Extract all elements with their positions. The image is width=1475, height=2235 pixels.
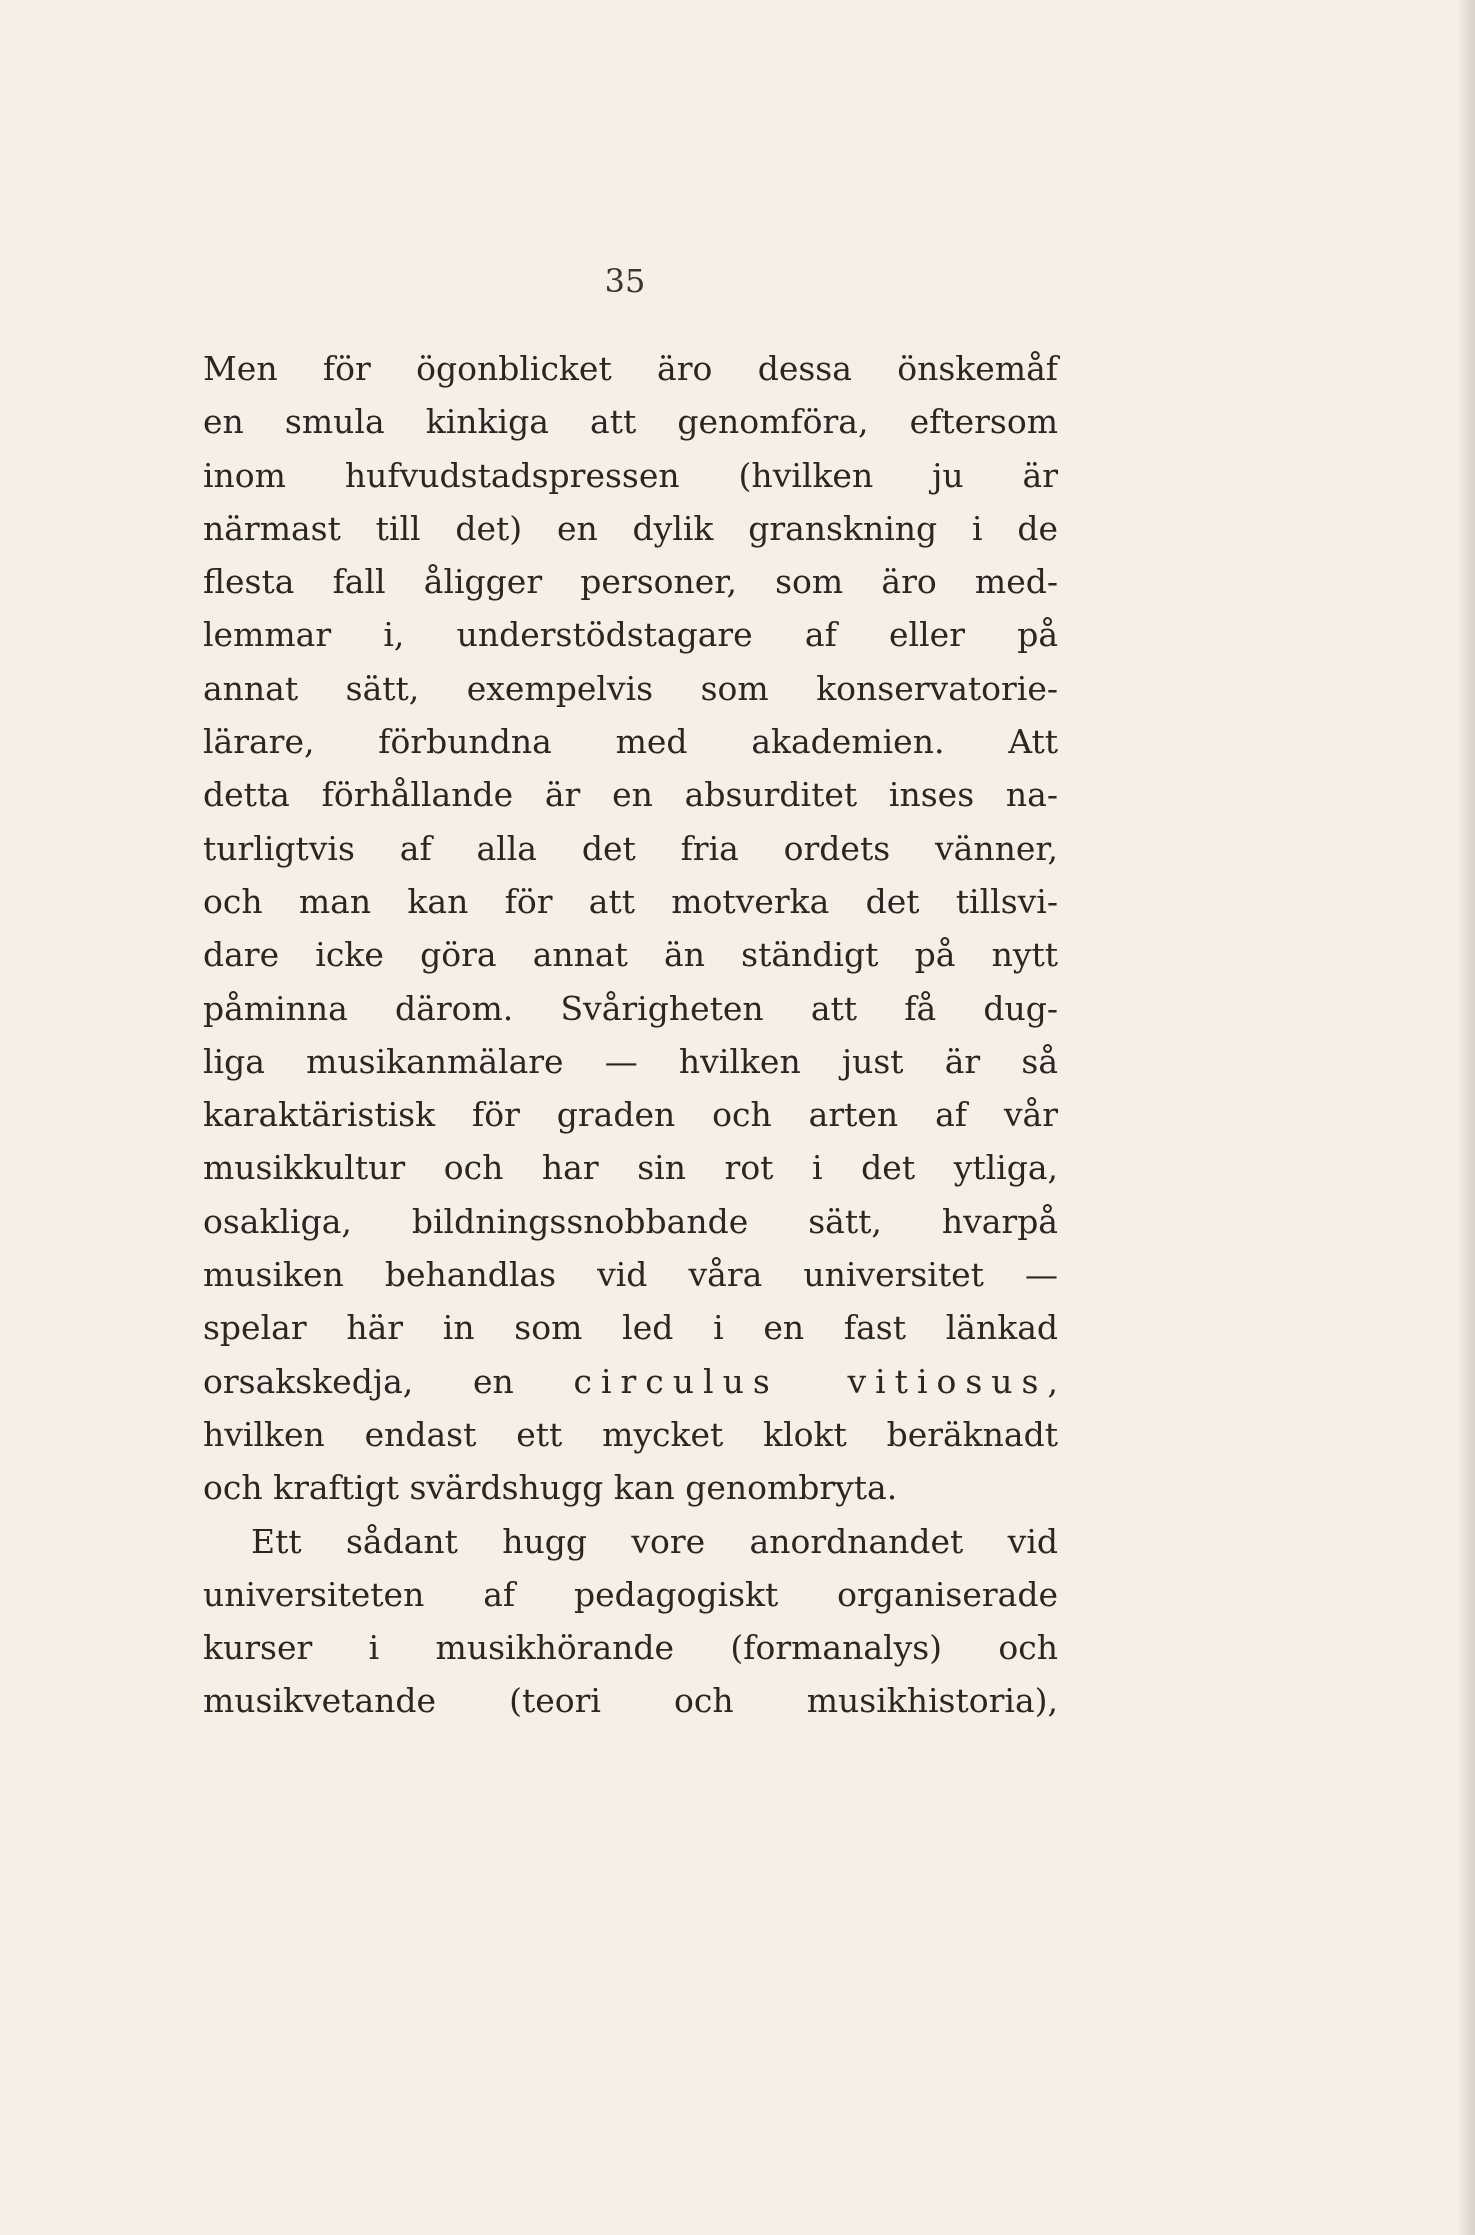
text-line: annat sätt, exempelvis som konservatorie-	[203, 668, 1058, 708]
text-line: musikkultur och har sin rot i det ytliga,	[203, 1148, 1058, 1188]
text-line: och kraftigt svärdshugg kan genombryta.	[203, 1468, 898, 1508]
text-line: turligtvis af alla det fria ordets vänner,	[203, 828, 1058, 868]
text-line: Ett sådant hugg vore anordnandet vid	[251, 1521, 1058, 1561]
body-text	[203, 342, 1058, 1728]
text-line: påminna därom. Svårigheten att få dug-	[203, 988, 1058, 1028]
text-line: spelar här in som led i en fast länkad	[203, 1308, 1058, 1348]
text-line: flesta fall åligger personer, som äro med-	[203, 562, 1058, 602]
text-line: lärare, förbundna med akademien. Att	[203, 722, 1058, 762]
text-line	[203, 1355, 1058, 1408]
text-line: osakliga, bildningssnobbande sätt, hvarpå	[203, 1201, 1058, 1241]
text-line: musiken behandlas vid våra universitet —	[203, 1255, 1058, 1295]
text-line: Men för ögonblicket äro dessa önskemåf	[203, 349, 1058, 388]
text-line: och man kan för att motverka det tillsvi-	[203, 881, 1058, 921]
text-line: musikvetande (teori och musikhistoria),	[203, 1681, 1058, 1721]
spaced-phrase: circulus vitiosus	[573, 1361, 1048, 1401]
text-line: dare icke göra annat än ständigt på nytt	[203, 935, 1058, 975]
text-line: lemmar i, understödstagare af eller på	[203, 615, 1058, 655]
text-line: inom hufvudstadspressen (hvilken ju är	[203, 455, 1058, 495]
page-edge-shadow	[1457, 0, 1475, 2235]
text-line: universiteten af pedagogiskt organiserade	[203, 1574, 1058, 1614]
text-line: närmast till det) en dylik granskning i de	[203, 508, 1058, 548]
text-line: en smula kinkiga att genomföra, eftersom	[203, 402, 1058, 442]
page-number: 35	[604, 262, 646, 300]
text-line: detta förhållande är en absurditet inses na-	[203, 775, 1058, 815]
text-segment: ,	[1047, 1361, 1058, 1401]
text-line: karaktäristisk för graden och arten af vår	[203, 1095, 1058, 1135]
text-segment: orsakskedja, en	[203, 1361, 574, 1401]
text-line: hvilken endast ett mycket klokt beräknadt	[203, 1414, 1058, 1454]
text-line: kurser i musikhörande (formanalys) och	[203, 1628, 1058, 1668]
text-line: liga musikanmälare — hvilken just är så	[203, 1041, 1058, 1081]
